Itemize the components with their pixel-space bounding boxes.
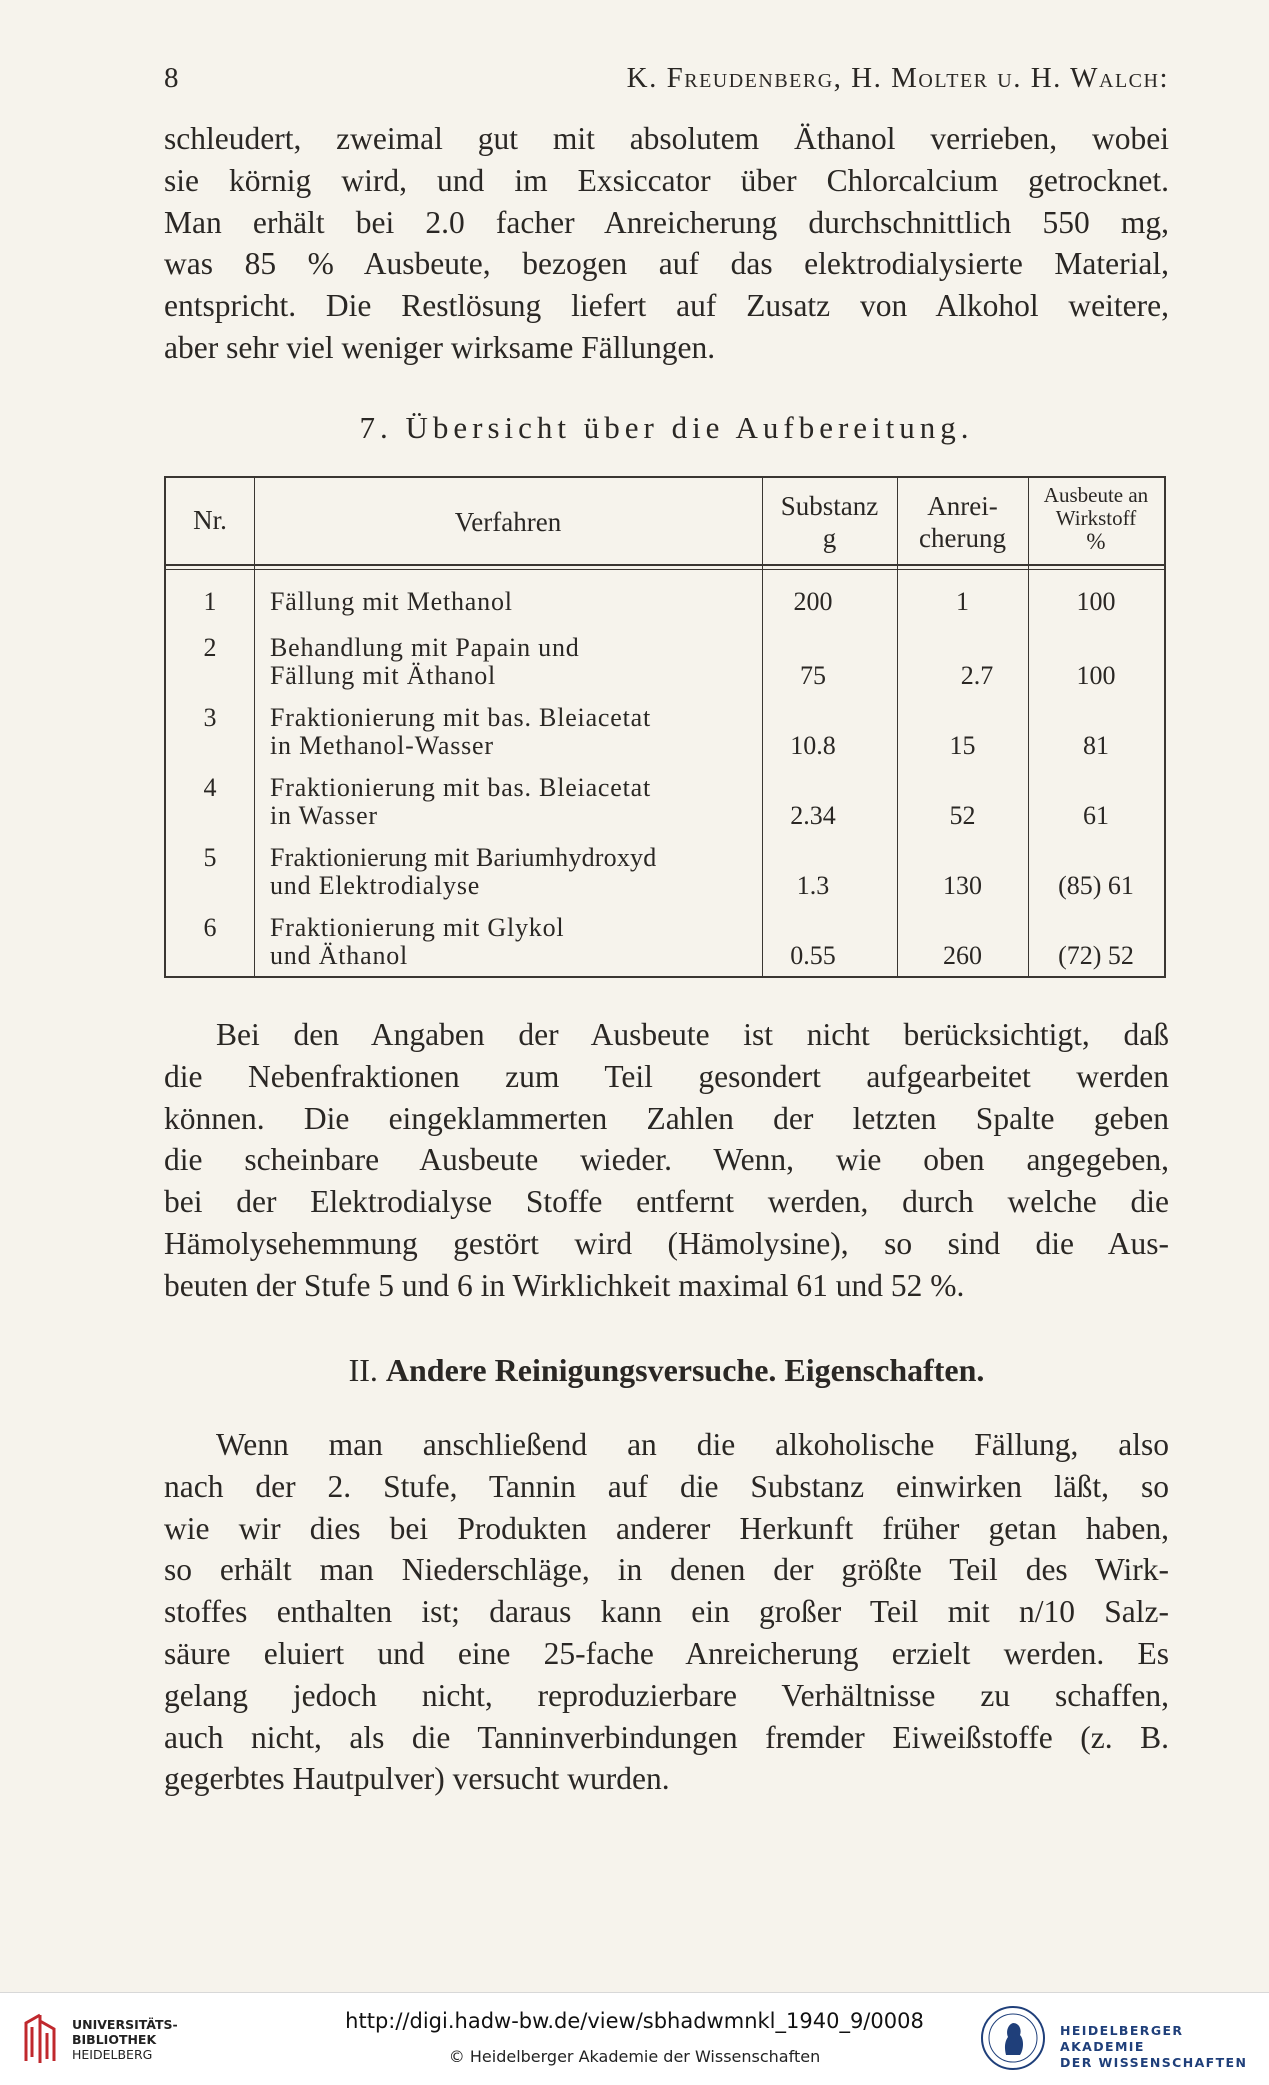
overview-table [164,476,1166,978]
cell-substanz: 75 [800,661,826,690]
cell-ausbeute: 61 [1083,801,1109,830]
cell-verfahren: Fällung mit Methanol [270,587,513,616]
text-line: stoffes enthalten ist; daraus kann ein großer Teil mit n/10 Salz- [164,1594,1169,1630]
cell-anreicherung: 2.7 [960,661,994,690]
cell-substanz: 2.34 [790,801,836,830]
ub-line: HEIDELBERG [72,2047,153,2062]
text-line: Hämolysehemmung gestört wird (Hämolysine), so sind die Aus- [164,1225,1169,1261]
cell-substanz: 0.55 [790,941,836,970]
header-rule [166,569,1164,570]
ub-line: UNIVERSITÄTS- [72,2017,178,2032]
header-anreicherung [897,490,1028,554]
section-heading-title: Andere Reinigungsversuche. Eigenschaften. [385,1352,985,1388]
cell-verfahren: in Wasser [270,801,378,830]
text-line: schleudert, zweimal gut mit absolutem Äthanol verrieben, wobei [164,121,1169,156]
cell-verfahren: Fraktionierung mit bas. Bleiacetat [270,703,651,732]
cell-ausbeute: (72) 52 [1058,941,1134,970]
header-ausbeute [1028,484,1164,554]
cell-anreicherung: 15 [949,731,976,760]
text-line: auch nicht, als die Tanninverbindungen fremder Eiweißstoffe (z. B. [164,1719,1169,1755]
cell-verfahren: Fraktionierung mit Glykol [270,913,565,942]
text-line: gelang jedoch nicht, reproduzierbare Verhältnisse zu schaffen, [164,1677,1169,1713]
text-line: so erhält man Niederschläge, in denen der größte Teil des Wirk- [164,1552,1169,1588]
section-numeral: II. [348,1352,378,1388]
academy-line: HEIDELBERGER AKADEMIE [1060,2023,1184,2054]
text-line: die scheinbare Ausbeute wieder. Wenn, wie oben angegeben, [164,1142,1169,1178]
cell-anreicherung: 52 [949,801,976,830]
cell-anreicherung: 1 [956,587,969,616]
cell-substanz: 1.3 [796,871,830,900]
cell-ausbeute: (85) 61 [1058,871,1134,900]
cell-substanz: 200 [793,587,833,616]
cell-verfahren: und Äthanol [270,941,409,970]
text-line: wie wir dies bei Produkten anderer Herkunft früher getan haben, [164,1510,1169,1546]
section-title: 7. Übersicht über die Aufbereitung. [359,410,974,445]
cell-ausbeute: 100 [1076,661,1116,690]
ub-line: BIBLIOTHEK [72,2032,157,2047]
text-line: beuten der Stufe 5 und 6 in Wirklichkeit maximal 61 und 52 %. [164,1267,965,1303]
cell-nr: 4 [203,773,217,802]
cell-anreicherung: 260 [943,941,982,970]
academy-line: DER WISSENSCHAFTEN [1060,2055,1248,2070]
header-ausbeute-line3: % [1086,529,1106,554]
text-line: säure eluiert und eine 25-fache Anreicherung erzielt werden. Es [164,1635,1169,1671]
text-line: aber sehr viel weniger wirksame Fällungen. [164,329,716,365]
permalink-url[interactable]: http://digi.hadw-bw.de/view/sbhadwmnkl_1940_9/0008 [345,2009,924,2033]
header-substanz-line1: Substanz [780,491,879,521]
cell-substanz: 10.8 [790,731,836,760]
cell-nr: 3 [203,703,217,732]
header-nr: Nr. [193,505,227,535]
cell-nr: 2 [203,633,217,662]
text-line: bei der Elektrodialyse Stoffe entfernt werden, durch welche die [164,1184,1169,1220]
cell-anreicherung: 130 [943,871,982,900]
cell-ausbeute: 100 [1076,587,1116,616]
text-line: Bei den Angaben der Ausbeute ist nicht berücksichtigt, daß [216,1017,1169,1052]
cell-verfahren: Fällung mit Äthanol [270,661,497,690]
running-head-authors: K. Freudenberg, H. Molter u. H. Walch: [626,62,1169,94]
text-line: Man erhält bei 2.0 facher Anreicherung durchschnittlich 550 mg, [164,204,1169,240]
text-line: Wenn man anschließend an die alkoholische Fällung, also [216,1427,1169,1462]
header-anreicherung-line2: cherung [919,523,1006,553]
text-line: was 85 % Ausbeute, bezogen auf das elektrodialysierte Material, [164,246,1169,282]
text-line: entspricht. Die Restlösung liefert auf Zusatz von Alkohol weitere, [164,288,1169,324]
text-line: gegerbtes Hautpulver) versucht wurden. [164,1761,670,1797]
cell-verfahren: Fraktionierung mit Bariumhydroxyd [270,843,657,872]
header-anreicherung-line1: Anrei- [927,491,998,521]
cell-verfahren: in Methanol-Wasser [270,731,494,760]
academy-seal-logo [978,2003,1048,2073]
header-rule [166,564,1164,566]
cell-nr: 5 [203,843,217,872]
paragraph-1 [164,118,1169,369]
text-line: nach der 2. Stufe, Tannin auf die Substanz einwirken läßt, so [164,1468,1169,1504]
cell-verfahren: und Elektrodialyse [270,871,481,900]
copyright-notice: © Heidelberger Akademie der Wissenschaften [448,2047,821,2066]
paragraph-2 [164,1014,1169,1307]
page-number: 8 [164,62,179,94]
cell-verfahren: Behandlung mit Papain und [270,633,580,662]
header-ausbeute-line1: Ausbeute an [1043,483,1149,507]
text-line: die Nebenfraktionen zum Teil gesondert aufgearbeitet werden [164,1058,1169,1094]
header-substanz-line2: g [822,523,837,553]
text-line: sie körnig wird, und im Exsiccator über Chlorcalcium getrocknet. [164,162,1169,198]
column-divider [254,478,255,976]
header-substanz [762,490,897,554]
academy-name [1060,2023,1269,2071]
paragraph-3 [164,1424,1169,1800]
cell-ausbeute: 81 [1083,731,1109,760]
section-heading [164,1352,1169,1389]
header-verfahren: Verfahren [454,507,562,537]
header-ausbeute-line2: Wirkstoff [1055,506,1137,530]
cell-verfahren: Fraktionierung mit bas. Bleiacetat [270,773,651,802]
viewer-footer [0,1992,1269,2085]
cell-nr: 1 [203,587,217,616]
text-line: können. Die eingeklammerten Zahlen der letzten Spalte geben [164,1100,1169,1136]
cell-nr: 6 [203,913,217,942]
